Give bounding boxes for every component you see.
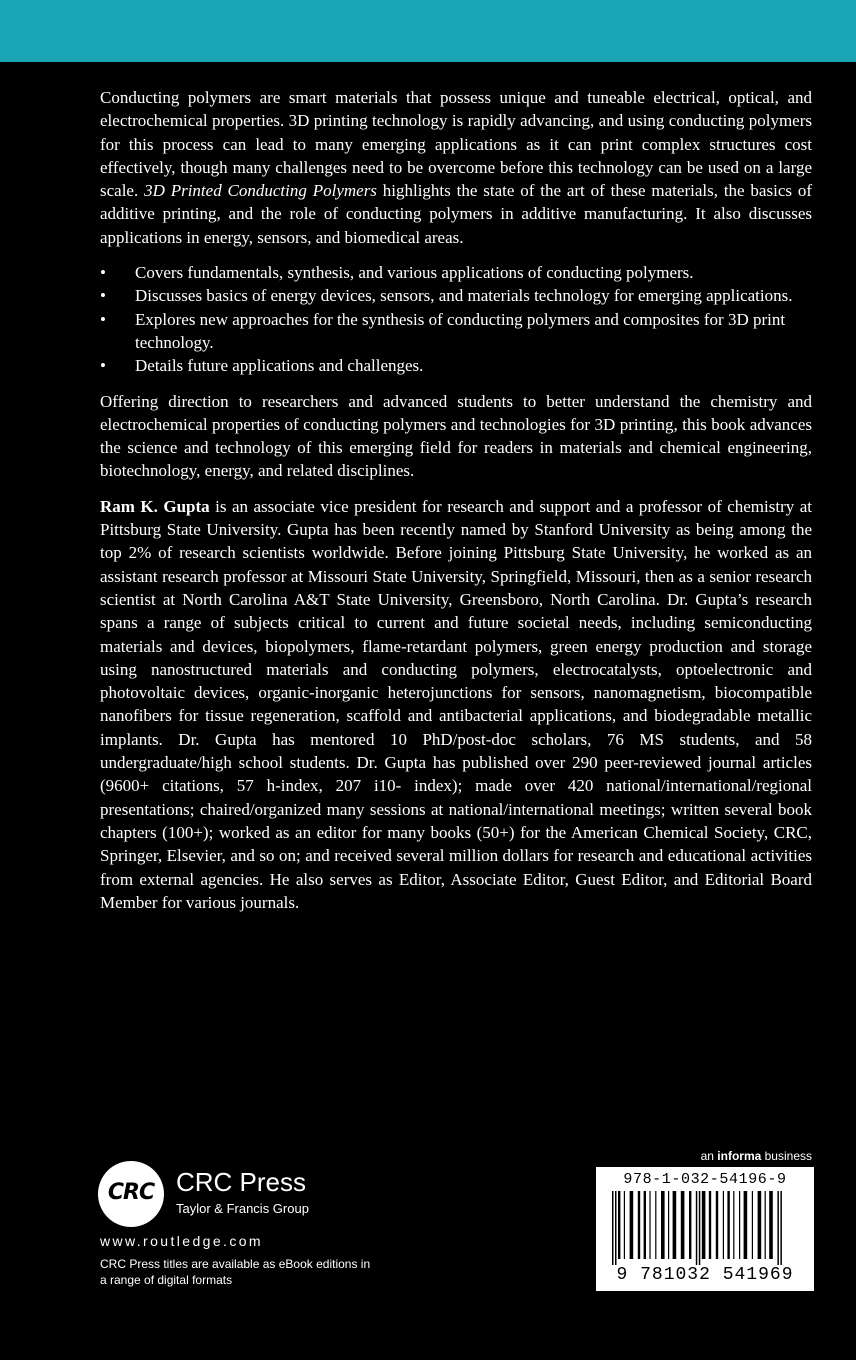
barcode-bar [752, 1191, 753, 1259]
ebook-note: CRC Press titles are available as eBook editions in a range of digital formats [100, 1257, 371, 1287]
barcode-bar [655, 1191, 656, 1259]
informa-suffix: business [761, 1149, 812, 1163]
informa-prefix: an [700, 1149, 718, 1163]
description-paragraph [100, 86, 812, 249]
barcode-bar [661, 1191, 665, 1259]
barcode-bar [780, 1191, 782, 1265]
barcode-bar [723, 1191, 724, 1259]
barcode-bar [739, 1191, 740, 1259]
isbn-barcode [596, 1167, 814, 1291]
barcode-bar [702, 1191, 706, 1259]
list-item [100, 284, 812, 307]
list-item-text: Explores new approaches for the synthesis of conducting polymers and composites for 3D print technology. [135, 309, 786, 352]
barcode-bar [615, 1191, 617, 1265]
barcode-bar [668, 1191, 669, 1259]
bullet-icon: • [100, 286, 106, 306]
informa-brand: informa [717, 1149, 762, 1163]
bullet-icon: • [100, 356, 106, 376]
barcode-bar [744, 1191, 748, 1259]
crc-logo-text: CRC [107, 1180, 155, 1205]
top-color-band [0, 0, 856, 62]
barcode-bar [644, 1191, 646, 1259]
barcode-bar [630, 1191, 634, 1259]
barcode-bar [618, 1191, 620, 1259]
barcode-bar [681, 1191, 685, 1259]
list-item [100, 354, 812, 377]
audience-paragraph: Offering direction to researchers and advanced students to better understand the chemistry and electrochemical properties of conducting polymers and technologies for 3D printing, this book advances the science and technology of this emerging field for readers in materials and chemical engineering, biotechnology, energy, and related disciplines. [100, 391, 812, 481]
barcode-bar [612, 1191, 614, 1265]
publisher-name: CRC Press [176, 1167, 307, 1197]
publisher-group: Taylor & Francis Group [176, 1201, 309, 1216]
list-item [100, 261, 812, 284]
barcode-bar [733, 1191, 734, 1259]
isbn-number: 978-1-032-54196-9 [623, 1171, 787, 1188]
barcode-bar [709, 1191, 711, 1259]
bullet-icon: • [100, 263, 106, 283]
bullet-icon: • [100, 309, 106, 329]
author-bio: is an associate vice president for research and support and a professor of chemistry at Pittsburg State University. Gupta has been recently named by Stanford University as being among the top 2% of research scientists worldwide. Before joining Pittsburg State University, he worked as an assistant research professor at Missouri State University, Springfield, Missouri, then as a senior research scientist at North Carolina A&T State University, Greensboro, North Carolina. Dr. Gupta’s research spans a range of subjects critical to current and future societal needs, including semiconducting materials and devices, biopolymers, flame-retardant polymers, green energy production and storage using nanostructured materials and conducting polymers, electrocatalysts, optoelectronic and photovoltaic devices, organic-inorganic heterojunctions for sensors, nanomagnetism, biocompatible nanofibers for tissue regeneration, scaffold and antibacterial applications, and biodegradable metallic implants. Dr. Gupta has mentored 10 PhD/post-doc scholars, 76 MS students, and 58 undergraduate/high school students. Dr. Gupta has published over 290 peer-reviewed journal articles (9600+ citations, 57 h-index, 207 i10- index); made over 420 national/international/regional presentations; chaired/organized many sessions at national/international meetings; written several book chapters (100+); worked as an editor for many books (50+) for the American Chemical Society, CRC, Springer, Elsevier, and so on; and received several million dollars for research and educational activities from external agencies. He also serves as Editor, Associate Editor, Guest Editor, and Editorial Board Member for various journals. [100, 496, 812, 912]
list-item-text: Covers fundamentals, synthesis, and various applications of conducting polymers. [135, 263, 694, 283]
barcode-bar [727, 1191, 729, 1259]
barcode-bar [638, 1191, 640, 1259]
description-text: Conducting polymers are smart materials that possess unique and tuneable electrical, optical, and electrochemical properties. 3D printing technology is rapidly advancing, and using conducting polymers for this process can lead to many emerging applications as it can print complex structures cost effectively, though many challenges need to be overcome before this technology can be used on a large scale. [100, 88, 812, 201]
back-cover-text [100, 86, 812, 926]
ean-digits: 9 781032 541969 [616, 1265, 794, 1285]
barcode-bar [689, 1191, 691, 1259]
barcode-bar [673, 1191, 677, 1259]
feature-list [100, 261, 812, 377]
list-item-text: Details future applications and challenges. [135, 356, 424, 376]
author-name: Ram K. Gupta [100, 496, 210, 516]
barcode-bar [624, 1191, 625, 1259]
list-item-text: Discusses basics of energy devices, sensors, and materials technology for emerging applications. [135, 286, 793, 306]
author-bio-paragraph [100, 495, 812, 914]
barcode-bar [696, 1191, 698, 1265]
barcode-bar [716, 1191, 718, 1259]
book-title-italic: 3D Printed Conducting Polymers [144, 181, 377, 201]
barcode-bar [699, 1191, 701, 1265]
barcode-bar [765, 1191, 766, 1259]
list-item [100, 308, 812, 355]
barcode-bar [769, 1191, 773, 1259]
barcode-bar [758, 1191, 762, 1259]
crc-logo-icon [98, 1161, 164, 1227]
barcode-bars-icon [602, 1191, 808, 1265]
informa-tagline [701, 1149, 812, 1163]
barcode-bar [777, 1191, 779, 1265]
description-text-cont: highlights the state of the art of these materials, the basics of additive printing, and the role of conducting polymers in additive manufacturing. It also discusses applications in energy, sensors, and biomedical areas. [100, 181, 812, 247]
barcode-bar [649, 1191, 650, 1259]
publisher-website: www.routledge.com [100, 1233, 263, 1249]
